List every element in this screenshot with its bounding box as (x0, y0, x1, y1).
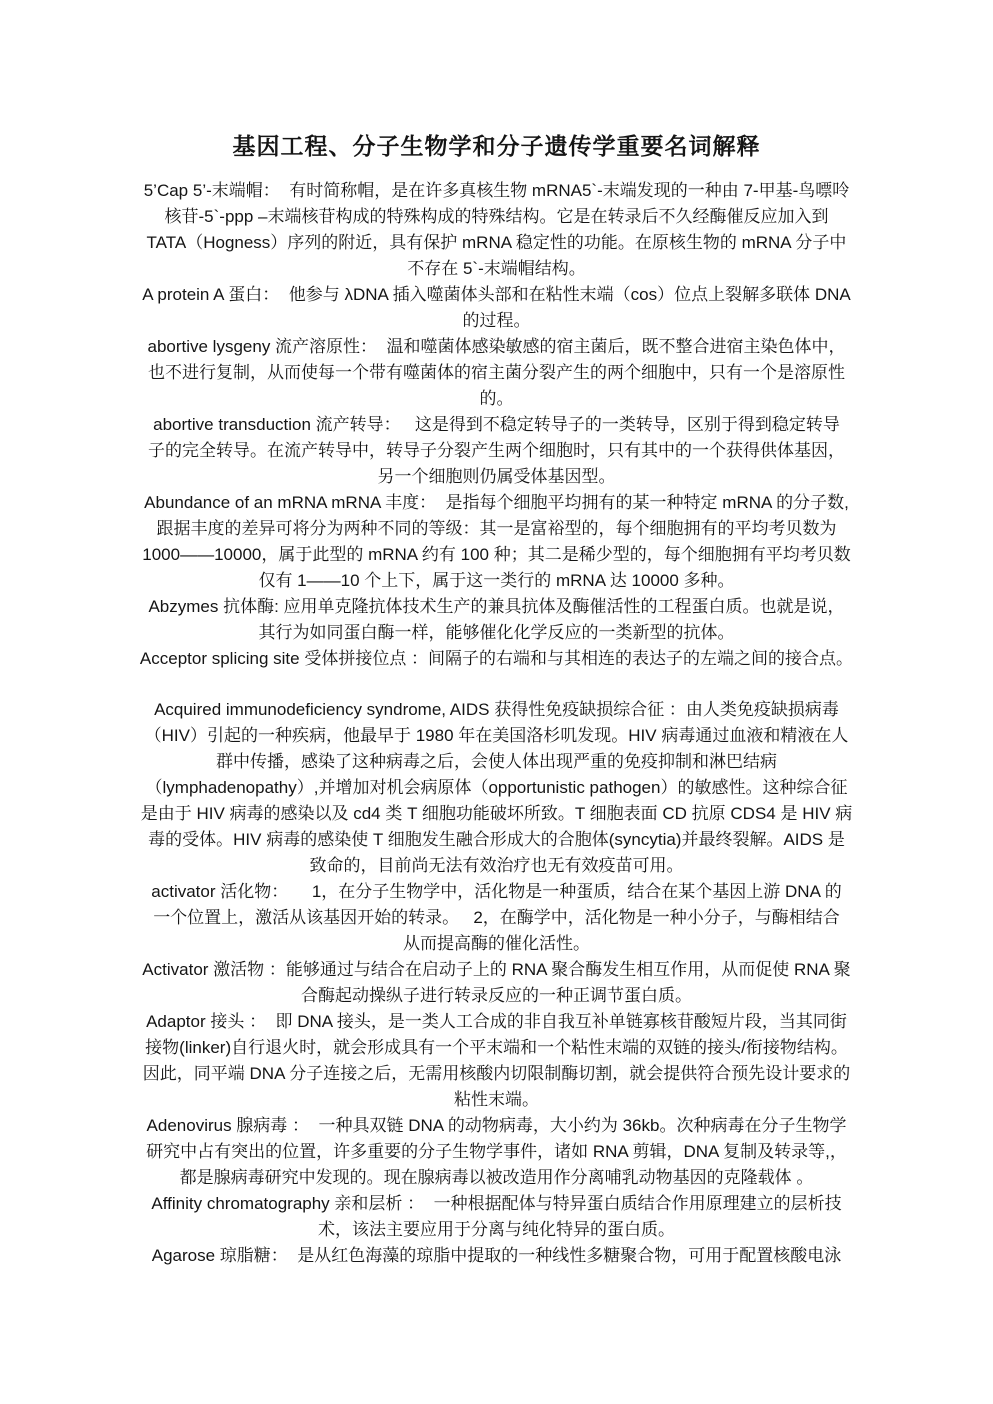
document-body (128, 178, 865, 1269)
document-line: 核苷-5`-ppp –末端核苷构成的特殊构成的特殊结构。它是在转录后不久经酶催反应加入到 (164, 207, 829, 226)
document-line: （lymphadenopathy）,并增加对机会病原体（opportunistic pathogen）的敏感性。这种综合征 (145, 778, 848, 797)
glossary-entry-acceptor-splicing-site (128, 646, 865, 672)
document-line: Abundance of an mRNA mRNA 丰度： 是指每个细胞平均拥有的某一种特定 mRNA 的分子数, (144, 493, 849, 512)
glossary-entry-abzymes (128, 594, 865, 646)
glossary-entry-activator-lowercase (128, 879, 865, 957)
document-line: abortive transduction 流产转导： 这是得到不稳定转导子的一类转导，区别于得到稳定转导 (153, 415, 840, 434)
document-line: 都是腺病毒研究中发现的。现在腺病毒以被改造用作分离哺乳动物基因的克隆载体 。 (179, 1168, 814, 1187)
document-title: 基因工程、分子生物学和分子遗传学重要名词解释 (232, 133, 761, 159)
glossary-entry-affinity-chromatography (128, 1191, 865, 1243)
document-line: Adaptor 接头 ： 即 DNA 接头，是一类人工合成的非自我互补单链寡核苷酸短片段，当其同街 (146, 1012, 847, 1031)
document-line: Affinity chromatography 亲和层析 ： 一种根据配体与特异蛋白质结合作用原理建立的层析技 (151, 1194, 842, 1213)
document-line: abortive lysgeny 流产溶原性： 温和噬菌体感染敏感的宿主菌后，既不整合进宿主染色体中， (147, 337, 846, 356)
document-line: activator 活化物： 1，在分子生物学中，活化物是一种蛋质，结合在某个基因上游 DNA 的 (151, 882, 842, 901)
glossary-entry-abundance-of-mrna (128, 490, 865, 594)
document-line: 是由于 HIV 病毒的感染以及 cd4 类 T 细胞功能破坏所致。T 细胞表面 CD 抗原 CDS4 是 HIV 病 (140, 804, 853, 823)
document-line: TATA（Hogness）序列的附近，具有保护 mRNA 稳定性的功能。在原核生物的 mRNA 分子中 (146, 233, 847, 252)
document-line: 另一个细胞则仍属受体基因型。 (377, 467, 616, 486)
glossary-entry-adenovirus (128, 1113, 865, 1191)
glossary-entry-abortive-transduction (128, 412, 865, 490)
glossary-entry-activator-uppercase (128, 957, 865, 1009)
glossary-entry-agarose (128, 1243, 865, 1269)
document-line: 毒的受体。HIV 病毒的感染使 T 细胞发生融合形成大的合胞体(syncytia)并最终裂解。AIDS 是 (148, 830, 845, 849)
document-line: 粘性末端。 (454, 1090, 539, 1109)
document-line: A protein A 蛋白： 他参与 λDNA 插入噬菌体头部和在粘性末端（cos）位点上裂解多联体 DNA (142, 285, 851, 304)
document-line: 的。 (479, 389, 514, 408)
document-line: 从而提高酶的催化活性。 (403, 934, 590, 953)
document-line: 一个位置上，激活从该基因开始的转录。 2，在酶学中，活化物是一种小分子，与酶相结合 (153, 908, 840, 927)
document-line: 接物(linker)自行退火时，就会形成具有一个平末端和一个粘性末端的双链的接头/衔接物结构。 (145, 1038, 848, 1057)
document-line: Acceptor splicing site 受体拼接位点 ：间隔子的右端和与其相连的表达子的左端之间的接合点。 (139, 649, 854, 668)
document-line: Agarose 琼脂糖： 是从红色海藻的琼脂中提取的一种线性多糖聚合物，可用于配置核酸电泳 (151, 1246, 842, 1265)
document-line: 的过程。 (462, 311, 531, 330)
document-line: Activator 激活物 ：能够通过与结合在启动子上的 RNA 聚合酶发生相互作用，从而促使 RNA 聚 (142, 960, 851, 979)
document-line: 子的完全转导。在流产转导中，转导子分裂产生两个细胞时，只有其中的一个获得供体基因， (148, 441, 845, 460)
document-line: 群中传播，感染了这种病毒之后，会使人体出现严重的免疫抑制和淋巴结病 (216, 752, 777, 771)
document-line: 因此，同平端 DNA 分子连接之后，无需用核酸内切限制酶切割，就会提供符合预先设计要求的 (142, 1064, 851, 1083)
document-line: Acquired immunodeficiency syndrome, AIDS 获得性免疫缺损综合征 ：由人类免疫缺损病毒 (154, 700, 839, 719)
document-line: 研究中占有突出的位置，许多重要的分子生物学事件，诸如 RNA 剪辑，DNA 复制及转录等,， (146, 1142, 847, 1161)
document-line: Adenovirus 腺病毒 ： 一种具双链 DNA 的动物病毒，大小约为 36kb。次种病毒在分子生物学 (146, 1116, 847, 1135)
document-line: 5’Cap 5’-末端帽： 有时简称帽，是在许多真核生物 mRNA5`-末端发现的一种由 7-甲基-鸟嘌呤 (143, 181, 850, 200)
document-line: Abzymes 抗体酶: 应用单克隆抗体技术生产的兼具抗体及酶催活性的工程蛋白质。也就是说， (148, 597, 845, 616)
glossary-entry-adaptor (128, 1009, 865, 1113)
document-line: 也不进行复制，从而使每一个带有噬菌体的宿主菌分裂产生的两个细胞中，只有一个是溶原性 (148, 363, 845, 382)
document-line: 不存在 5`-末端帽结构。 (407, 259, 586, 278)
document-line: 术，该法主要应用于分离与纯化特异的蛋白质。 (318, 1220, 675, 1239)
document-line: 致命的，目前尚无法有效治疗也无有效疫苗可用。 (309, 856, 684, 875)
document-line: （HIV）引起的一种疾病，他最早于 1980 年在美国洛杉叽发现。HIV 病毒通过血液和精液在人 (144, 726, 849, 745)
document-line: 跟据丰度的差异可将分为两种不同的等级：其一是富裕型的，每个细胞拥有的平均考贝数为 (156, 519, 837, 538)
document-line: 1000——10000，属于此型的 mRNA 约有 100 种；其二是稀少型的，每个细胞拥有平均考贝数 (142, 545, 851, 564)
document-line: 合酶起动操纵子进行转录反应的一种正调节蛋白质。 (301, 986, 692, 1005)
glossary-entry-5cap (128, 178, 865, 282)
glossary-entry-a-protein (128, 282, 865, 334)
glossary-entry-abortive-lysgeny (128, 334, 865, 412)
document-line: 仅有 1——10 个上下，属于这一类行的 mRNA 达 10000 多种。 (258, 571, 735, 590)
document-line: 其行为如同蛋白酶一样，能够催化化学反应的一类新型的抗体。 (258, 623, 735, 642)
glossary-entry-aids (128, 697, 865, 879)
